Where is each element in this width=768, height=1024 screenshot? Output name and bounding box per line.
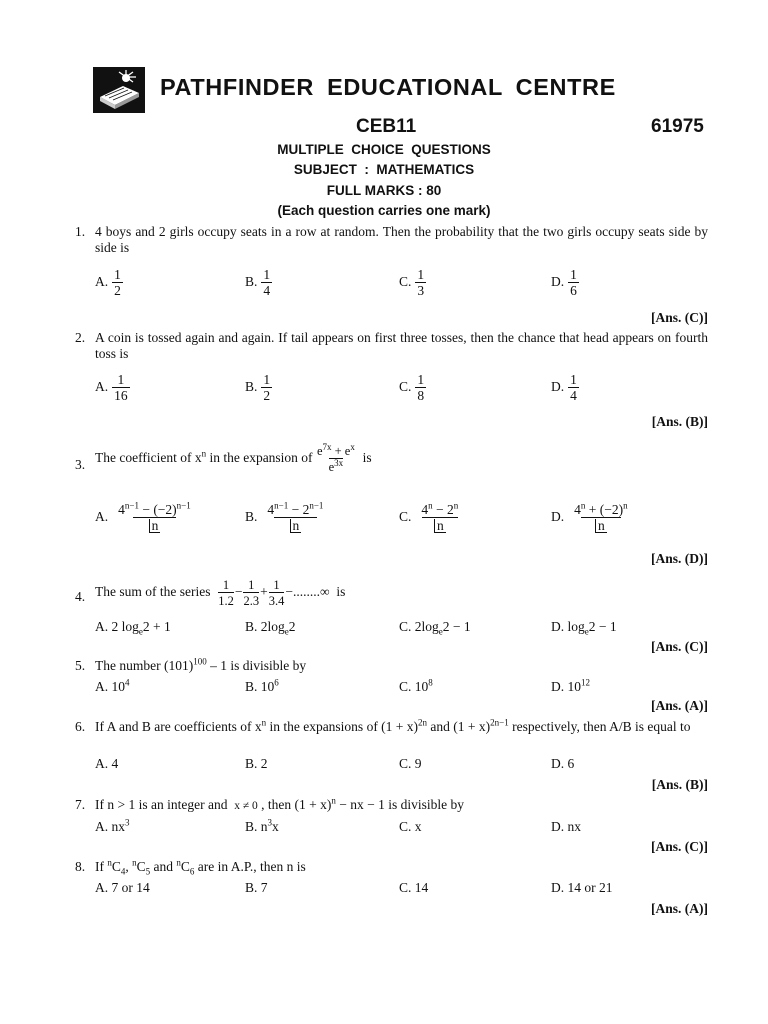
answer-key: [Ans. (A)] — [651, 698, 708, 713]
answer-key: [Ans. (A)] — [651, 901, 708, 916]
question-text: A coin is tossed again and again. If tail appears on first three tosses, then the chance that head appears on fourth toss is — [95, 330, 708, 361]
option-b: B. $\frac{1}{2}$ — [245, 372, 271, 403]
option-a: A. $\frac{1}{16}$ — [95, 372, 128, 403]
option-a: A. $nx^3$ — [95, 817, 130, 834]
heading-type: MULTIPLE CHOICE QUESTIONS — [277, 142, 491, 157]
option-d: D. $\log_e2 - 1$ — [551, 619, 617, 637]
option-c: C. $\frac{1}{8}$ — [399, 372, 425, 403]
option-a: A. $10^4$ — [95, 677, 130, 694]
option-c: C. 9 — [399, 756, 422, 771]
question-text: The number $(101)^{100} - 1$ is divisible by — [95, 656, 307, 673]
institute-name: PATHFINDER EDUCATIONAL CENTRE — [160, 74, 616, 100]
answer-key: [Ans. (B)] — [651, 777, 708, 792]
answer-key: [Ans. (C)] — [651, 310, 708, 325]
option-d: D. $\frac{1}{4}$ — [551, 372, 577, 403]
option-b: B. $\frac{4^{n-1} - 2^{n-1}}{n}$ — [245, 500, 324, 533]
question-5: 5. The number $(101)^{100} - 1$ is divisible by — [75, 658, 708, 674]
paper-serial: 61975 — [651, 116, 704, 137]
heading-note: (Each question carries one mark) — [277, 203, 491, 218]
option-d: D. 14 or 21 — [551, 880, 613, 895]
expression-fraction: $\frac{e^{7x} + e^x}{e^{3x}}$ — [316, 441, 355, 474]
option-c: C. $10^8$ — [399, 677, 433, 694]
paper-code: CEB11 — [356, 116, 417, 137]
question-4: 4. The sum of the series $\frac{1}{1.2}$ − $\frac{1}{2.3}$ + $\frac{1}{3.4}$ −........∞ is — [75, 578, 708, 608]
option-a: A. $\frac{1}{2}$ — [95, 267, 121, 298]
option-d: D. $10^{12}$ — [551, 677, 590, 694]
question-text: If n > 1 is an integer and x ≠ 0 , then $(1 + x)^n$ − nx − 1 is divisible by — [95, 795, 464, 812]
heading-subject: SUBJECT : MATHEMATICS — [293, 162, 475, 177]
answer-key: [Ans. (C)] — [651, 639, 708, 654]
option-d: D. nx — [551, 819, 581, 834]
option-b: B. $2\log_e2$ — [245, 619, 296, 637]
question-2: 2. A coin is tossed again and again. If tail appears on first three tosses, then the chance that head appears on fourth toss is — [75, 330, 708, 361]
question-text: The coefficient of $x^n$ in the expansion of $\frac{e^{7x} + e^x}{e^{3x}}$ is — [95, 441, 372, 474]
option-c: C. 14 — [399, 880, 429, 895]
option-a: A. $\frac{4^{n-1} - (-2)^{n-1}}{n}$ — [95, 500, 191, 533]
option-b: B. $n^3x$ — [245, 817, 279, 834]
heading-marks: FULL MARKS : 80 — [326, 183, 442, 198]
option-a: A. 2 $\log_e2 + 1$ — [95, 619, 171, 637]
question-text: If A and B are coefficients of $x^n$ in the expansions of $(1 + x)^{2n}$ and $(1 + x)^{2n-1}$ respectively, then A/B is equal to — [95, 717, 691, 734]
question-text: 4 boys and 2 girls occupy seats in a row at random. Then the probability that the two girls occupy seats side by side is — [95, 224, 708, 255]
option-b: B. $\frac{1}{4}$ — [245, 267, 271, 298]
option-d: D. $\frac{1}{6}$ — [551, 267, 577, 298]
option-c: C. $\frac{4^n - 2^n}{n}$ — [399, 500, 459, 533]
question-text: If $^nC_4$, $^nC_5$ and $^nC_6$ are in A.P., then n is — [95, 857, 306, 877]
option-a: A. 4 — [95, 756, 119, 771]
option-d: D. $\frac{4^n + (-2)^n}{n}$ — [551, 500, 628, 533]
institute-logo — [93, 67, 145, 113]
option-c: C. x — [399, 819, 422, 834]
question-7: 7. If n > 1 is an integer and x ≠ 0 , then $(1 + x)^n$ − nx − 1 is divisible by — [75, 797, 708, 814]
option-b: B. 2 — [245, 756, 268, 771]
option-d: D. 6 — [551, 756, 575, 771]
question-text: The sum of the series $\frac{1}{1.2}$ − $\frac{1}{2.3}$ + $\frac{1}{3.4}$ −........∞ is — [95, 578, 346, 608]
option-b: B. 7 — [245, 880, 268, 895]
question-8: 8. If $^nC_4$, $^nC_5$ and $^nC_6$ are in A.P., then n is — [75, 859, 708, 875]
answer-key: [Ans. (D)] — [651, 551, 708, 566]
question-1: 1. 4 boys and 2 girls occupy seats in a row at random. Then the probability that the two girls occupy seats side by side is — [75, 224, 708, 255]
question-6: 6. If A and B are coefficients of $x^n$ in the expansions of $(1 + x)^{2n}$ and $(1 + x)^{2n-1}$ respectively, then A/B is equal to — [75, 719, 708, 735]
option-c: C. $2\log_e2 - 1$ — [399, 619, 471, 637]
answer-key: [Ans. (C)] — [651, 839, 708, 854]
option-c: C. $\frac{1}{3}$ — [399, 267, 425, 298]
question-3: 3. The coefficient of $x^n$ in the expansion of $\frac{e^{7x} + e^x}{e^{3x}}$ is — [75, 444, 708, 474]
answer-key: [Ans. (B)] — [651, 414, 708, 429]
option-a: A. 7 or 14 — [95, 880, 150, 895]
option-b: B. $10^6$ — [245, 677, 279, 694]
